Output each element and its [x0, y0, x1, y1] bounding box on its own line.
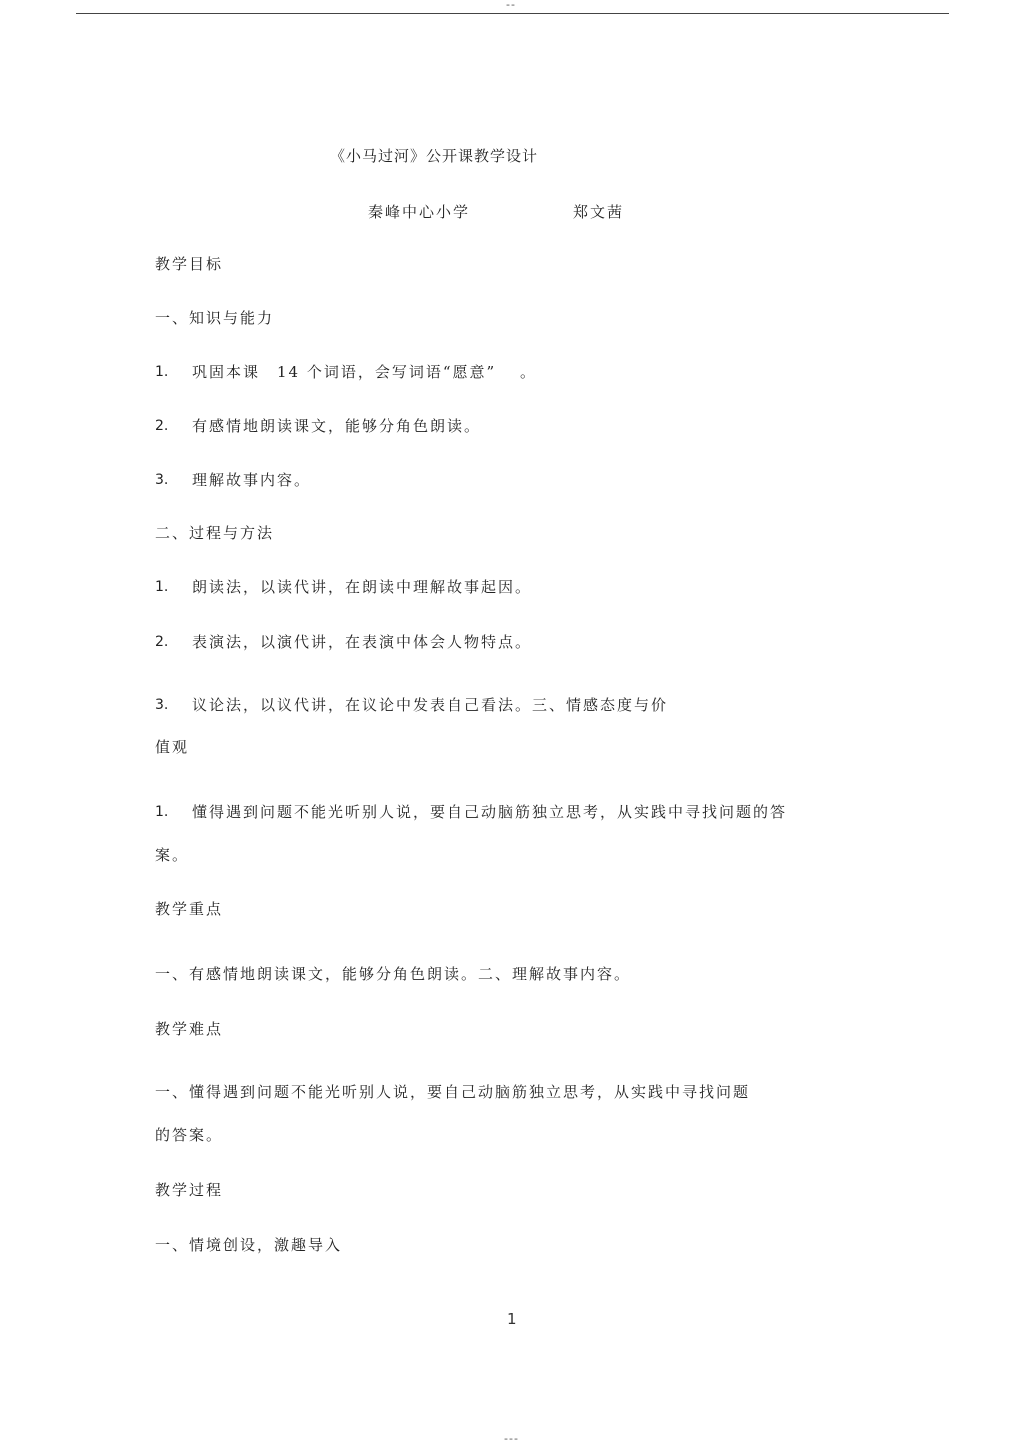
- objectives-heading: 教学目标: [155, 255, 224, 273]
- item-number: 3.: [155, 472, 169, 488]
- list-item: 有感情地朗读课文，能够分角色朗读。: [192, 417, 482, 435]
- item-number: 1.: [155, 364, 169, 380]
- school-name: 秦峰中心小学: [368, 203, 471, 221]
- section-knowledge-ability: 一、知识与能力: [155, 309, 275, 327]
- list-item: 巩固本课 14 个词语，会写词语“愿意” 。: [192, 363, 537, 381]
- difficulties-text-continued: 的答案。: [155, 1126, 224, 1144]
- difficulties-text: 一、懂得遇到问题不能光听别人说，要自己动脑筋独立思考，从实践中寻找问题: [155, 1083, 751, 1101]
- section-process-method: 二、过程与方法: [155, 524, 275, 542]
- item-number: 2.: [155, 634, 169, 650]
- list-item: 表演法，以演代讲，在表演中体会人物特点。: [192, 633, 533, 651]
- section-emotion-continued: 值观: [155, 738, 190, 756]
- list-item-continued: 案。: [155, 846, 190, 864]
- page-number: 1: [507, 1310, 517, 1328]
- key-points-heading: 教学重点: [155, 900, 224, 918]
- process-heading: 教学过程: [155, 1181, 224, 1199]
- header-rule: [76, 13, 949, 14]
- process-section-intro: 一、情境创设，激趣导入: [155, 1236, 343, 1254]
- item-number: 1.: [155, 804, 169, 820]
- list-item: 懂得遇到问题不能光听别人说，要自己动脑筋独立思考，从实践中寻找问题的答: [192, 803, 788, 821]
- item-number: 3.: [155, 697, 169, 713]
- document-title: 《小马过河》公开课教学设计: [330, 147, 539, 165]
- author-name: 郑文茜: [573, 203, 625, 221]
- footer-mark: ---: [504, 1432, 519, 1445]
- list-item: 朗读法，以读代讲，在朗读中理解故事起因。: [192, 578, 533, 596]
- header-mark: --: [506, 0, 516, 11]
- key-points-text: 一、有感情地朗读课文，能够分角色朗读。二、理解故事内容。: [155, 965, 632, 983]
- item-number: 1.: [155, 579, 169, 595]
- difficulties-heading: 教学难点: [155, 1020, 224, 1038]
- list-item: 理解故事内容。: [192, 471, 312, 489]
- item-number: 2.: [155, 418, 169, 434]
- list-item: 议论法，以议代讲，在议论中发表自己看法。三、情感态度与价: [192, 696, 669, 714]
